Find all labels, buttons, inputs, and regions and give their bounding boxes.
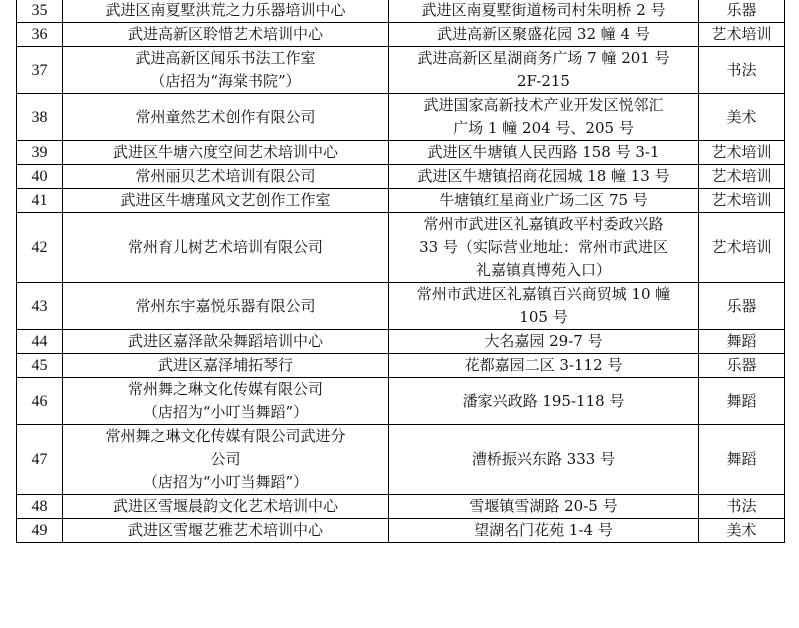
address-line: 漕桥振兴东路 333 号 [471,450,616,468]
row-number-cell: 41 [17,189,63,213]
address-line: 广场 1 幢 204 号、205 号 [453,119,634,137]
institution-name-line: 常州舞之琳文化传媒有限公司 [127,380,323,398]
row-number-cell: 45 [17,354,63,378]
address-line: 常州市武进区礼嘉镇百兴商贸城 10 幢 [416,285,671,303]
address-cell [389,283,699,330]
category-cell: 书法 [699,495,785,519]
row-number-cell: 47 [17,425,63,495]
institution-name-cell [63,354,389,378]
institution-name-cell [63,94,389,141]
institution-name-line: （店招为“小叮当舞蹈”） [142,473,309,491]
institution-name-cell [63,165,389,189]
table-row [17,283,785,330]
address-line: 33 号（实际营业地址：常州市武进区 [419,238,668,256]
row-number-cell: 38 [17,94,63,141]
address-line: 潘家兴政路 195-118 号 [462,391,625,410]
institution-name-cell [63,0,389,23]
row-number-cell: 37 [17,47,63,94]
category-cell: 艺术培训 [699,23,785,47]
address-line: 礼嘉镇真博苑入口） [475,261,611,279]
institution-name-line: 公司 [210,450,241,468]
institution-name-cell [63,519,389,543]
address-cell [389,189,699,213]
address-line: 武进国家高新技术产业开发区悦邻汇 [423,96,664,114]
row-number-cell: 43 [17,283,63,330]
training-institutions-table [16,0,785,543]
address-cell [389,425,699,495]
table-row [17,213,785,283]
table-body [17,0,785,543]
institution-name-line: 常州舞之琳文化传媒有限公司武进分 [105,427,346,445]
address-line: 常州市武进区礼嘉镇政平村委政兴路 [423,215,664,233]
institution-name-cell [63,47,389,94]
table-row [17,354,785,378]
row-number-cell: 48 [17,495,63,519]
institution-name-cell [63,378,389,425]
address-line: 望湖名门花苑 1-4 号 [474,521,613,539]
category-cell: 乐器 [699,0,785,23]
institution-name-line: 武进区牛塘瑾风文艺创作工作室 [120,191,331,209]
institution-name-line: 武进区南夏墅洪荒之力乐器培训中心 [105,1,346,19]
row-number-cell: 46 [17,378,63,425]
institution-name-line: 武进高新区聆惜艺术培训中心 [127,25,323,43]
address-cell [389,213,699,283]
institution-name-line: 常州育儿树艺术培训有限公司 [127,238,323,256]
address-line: 武进区牛塘镇招商花园城 18 幢 13 号 [417,167,670,185]
table-row [17,47,785,94]
address-cell [389,330,699,354]
table-row [17,23,785,47]
address-line: 牛塘镇红星商业广场二区 75 号 [439,191,648,209]
category-cell: 艺术培训 [699,165,785,189]
table-row [17,165,785,189]
institution-name-line: （店招为“海棠书院”） [150,72,301,90]
address-cell [389,354,699,378]
institution-name-line: 武进高新区闻乐书法工作室 [135,49,316,67]
row-number-cell: 36 [17,23,63,47]
address-cell [389,141,699,165]
address-line: 花都嘉园二区 3-112 号 [464,356,623,374]
institution-name-cell [63,425,389,495]
row-number-cell: 35 [17,0,63,23]
address-cell [389,519,699,543]
category-cell: 艺术培训 [699,189,785,213]
address-cell [389,94,699,141]
address-line: 武进区南夏墅街道杨司村朱明桥 2 号 [421,1,666,19]
category-cell: 舞蹈 [699,330,785,354]
category-cell: 乐器 [699,354,785,378]
institution-name-line: 武进区嘉泽歆朵舞蹈培训中心 [127,332,323,350]
address-cell [389,47,699,94]
institution-name-line: 武进区雪堰艺雅艺术培训中心 [127,521,323,539]
category-cell: 书法 [699,47,785,94]
address-cell [389,378,699,425]
category-cell: 美术 [699,94,785,141]
row-number-cell: 40 [17,165,63,189]
institution-name-line: 常州童然艺术创作有限公司 [135,107,316,126]
address-line: 武进高新区星湖商务广场 7 幢 201 号 [417,49,670,67]
institution-name-line: 武进区牛塘六度空间艺术培训中心 [112,143,338,161]
table-row [17,519,785,543]
institution-name-cell [63,189,389,213]
address-line: 105 号 [519,308,568,326]
institution-name-cell [63,330,389,354]
table-row [17,495,785,519]
table-row [17,330,785,354]
institution-name-cell [63,141,389,165]
institution-name-cell [63,213,389,283]
category-cell: 艺术培训 [699,141,785,165]
address-cell [389,23,699,47]
table-row [17,141,785,165]
category-cell: 艺术培训 [699,213,785,283]
address-cell [389,165,699,189]
institution-name-cell [63,23,389,47]
institution-name-cell [63,495,389,519]
category-cell: 乐器 [699,283,785,330]
table-row [17,425,785,495]
institution-name-line: 常州东宇嘉悦乐器有限公司 [135,296,316,315]
row-number-cell: 49 [17,519,63,543]
address-line: 武进高新区聚盛花园 32 幢 4 号 [437,25,650,43]
table-row [17,94,785,141]
institution-name-line: 常州丽贝艺术培训有限公司 [135,167,316,185]
address-line: 雪堰镇雪湖路 20-5 号 [469,497,618,515]
institution-name-line: 武进区嘉泽埔拓琴行 [157,356,293,374]
row-number-cell: 44 [17,330,63,354]
address-cell [389,0,699,23]
address-line: 2F-215 [517,72,570,90]
institution-name-cell [63,283,389,330]
category-cell: 美术 [699,519,785,543]
address-cell [389,495,699,519]
table-row [17,378,785,425]
row-number-cell: 39 [17,141,63,165]
address-line: 大名嘉园 29-7 号 [484,332,603,350]
table-row [17,0,785,23]
row-number-cell: 42 [17,213,63,283]
table-row [17,189,785,213]
address-line: 武进区牛塘镇人民西路 158 号 3-1 [427,143,660,161]
institution-name-line: 武进区雪堰晨韵文化艺术培训中心 [112,497,338,515]
category-cell: 舞蹈 [699,378,785,425]
category-cell: 舞蹈 [699,425,785,495]
institution-name-line: （店招为“小叮当舞蹈”） [142,403,309,421]
